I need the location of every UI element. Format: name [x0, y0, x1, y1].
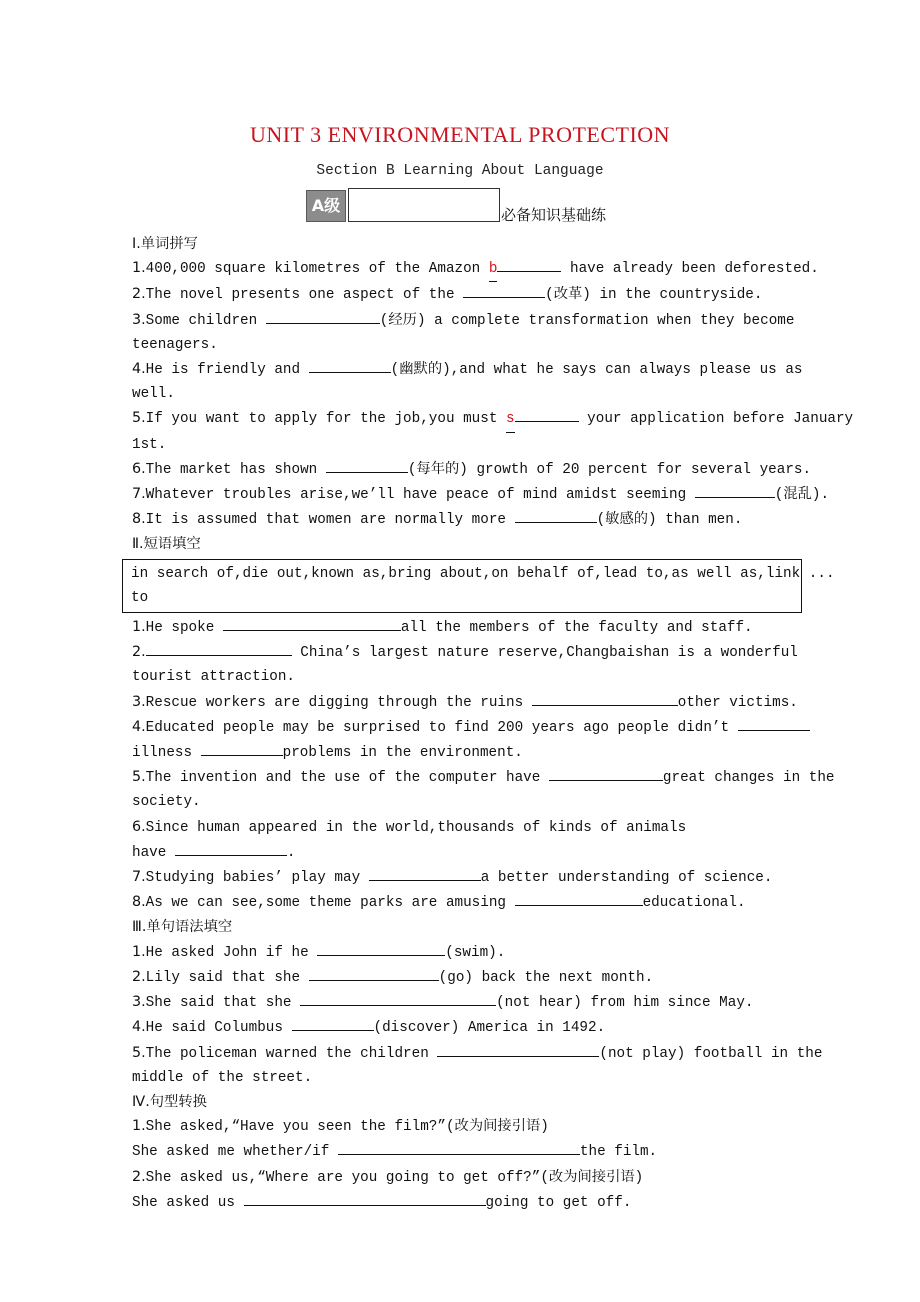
item-text: Since human appeared in the world,thousands of kinds of animals [145, 819, 687, 836]
part2-item-7 [132, 865, 792, 890]
answer-blank[interactable] [146, 640, 292, 656]
part3-heading: Ⅲ.单句语法填空 [132, 919, 233, 936]
part1-item-5-cont: 1st. [132, 436, 167, 453]
answer-blank[interactable] [266, 308, 380, 324]
item-number: 7. [132, 486, 146, 503]
item-number: 2. [132, 644, 146, 661]
item-text: The market has shown [145, 461, 326, 478]
answer-blank[interactable] [437, 1041, 599, 1057]
item-text: (discover) America in 1492. [373, 1020, 606, 1037]
item-text: China’s largest nature reserve,Changbaishan is a wonderful [291, 645, 798, 662]
item-number: 2. [132, 968, 146, 985]
answer-blank[interactable] [309, 965, 439, 981]
section-subtitle: Section B Learning About Language [316, 163, 604, 179]
part2-item-3 [132, 690, 798, 715]
item-number: 3. [132, 693, 146, 710]
item-text: . [286, 844, 296, 861]
item-text: She said that she [145, 995, 301, 1012]
item-text: your application before January [578, 411, 854, 428]
item-number: 1. [132, 619, 146, 636]
level-badge: A级 [306, 190, 346, 222]
item-text: Whatever troubles arise,we’ll have peace of mind amidst seeming [145, 487, 695, 504]
item-text: all the members of the faculty and staff. [400, 620, 753, 637]
part2-item-4-cont [132, 740, 792, 765]
answer-blank[interactable] [515, 507, 597, 523]
item-number: 6. [132, 460, 146, 477]
part2-item-4 [132, 715, 792, 740]
item-text: He is friendly and [145, 362, 309, 379]
item-text: Studying babies’ play may [145, 870, 369, 887]
item-number: 5. [132, 1044, 146, 1061]
item-text: have already been deforested. [561, 261, 819, 278]
item-text: problems in the environment. [282, 745, 523, 762]
item-number: 8. [132, 511, 146, 528]
item-number: 6. [132, 818, 146, 835]
part1-item-5 [132, 406, 854, 432]
phrase-bank-box [122, 559, 835, 613]
part3-item-5-cont: middle of the street. [132, 1069, 313, 1086]
item-text: He asked John if he [145, 944, 318, 961]
item-text: The novel presents one aspect of the [145, 287, 464, 304]
part2-item-5 [132, 765, 835, 790]
item-text: great changes in the [662, 770, 835, 787]
answer-blank[interactable] [244, 1190, 486, 1206]
answer-blank[interactable] [223, 615, 401, 631]
answer-blank[interactable] [317, 940, 445, 956]
item-text: The invention and the use of the computer have [145, 770, 549, 787]
item-number: 7. [132, 869, 146, 886]
part2-item-1 [132, 615, 792, 640]
item-text: illness [132, 745, 201, 762]
item-number: 2. [132, 286, 146, 303]
part3-item-3 [132, 990, 792, 1015]
item-number: 4. [132, 1019, 146, 1036]
part1-item-4-cont: well. [132, 386, 175, 403]
part3-item-5 [132, 1041, 823, 1066]
item-text: It is assumed that women are normally more [145, 512, 515, 529]
item-text: going to get off. [485, 1194, 632, 1211]
item-text: Some children [145, 312, 266, 329]
item-text: The policeman warned the children [145, 1045, 438, 1062]
item-text: have [132, 844, 175, 861]
part1-item-1 [132, 256, 819, 282]
part1-item-3-cont: teenagers. [132, 336, 218, 353]
item-text: other victims. [677, 694, 798, 711]
page-title: UNIT 3 ENVIRONMENTAL PROTECTION [249, 122, 671, 147]
item-text: She asked us,“Where are you going to get off?”(改为间接引语) [145, 1169, 644, 1186]
item-text: She asked me whether/if [132, 1144, 338, 1161]
answer-blank[interactable] [497, 256, 561, 272]
item-text: (敏感的) than men. [596, 512, 743, 529]
part2-heading: Ⅱ.短语填空 [132, 536, 201, 553]
answer-blank[interactable] [338, 1139, 580, 1155]
part3-item-1 [132, 940, 792, 965]
answer-blank[interactable] [515, 890, 643, 906]
item-text: (not hear) from him since May. [496, 995, 754, 1012]
answer-blank[interactable] [532, 690, 678, 706]
item-number: 8. [132, 894, 146, 911]
part1-item-6 [132, 457, 812, 482]
part2-item-8 [132, 890, 792, 915]
item-text: He spoke [145, 620, 223, 637]
item-text: (幽默的),and what he says can always please us as [390, 362, 803, 379]
item-text: Rescue workers are digging through the ruins [145, 694, 532, 711]
part1-item-2 [132, 282, 792, 307]
answer-blank[interactable] [309, 357, 391, 373]
part2-item-2 [132, 640, 798, 665]
part1-heading: Ⅰ.单词拼写 [132, 236, 198, 252]
level-banner-box [348, 188, 500, 222]
item-number: 1. [132, 260, 146, 277]
item-text: (swim). [445, 944, 506, 961]
item-number: 1. [132, 1118, 146, 1135]
item-number: 5. [132, 410, 146, 427]
answer-blank[interactable] [515, 406, 579, 422]
item-number: 1. [132, 943, 146, 960]
item-text: She asked,“Have you seen the film?”(改为间接引语) [145, 1119, 549, 1136]
item-text: a better understanding of science. [480, 870, 773, 887]
item-text: (每年的) growth of 20 percent for several years. [407, 461, 812, 478]
item-number: 4. [132, 718, 146, 735]
item-text: She asked us [132, 1194, 244, 1211]
item-text: If you want to apply for the job,you must [145, 411, 506, 428]
answer-blank[interactable] [738, 715, 810, 731]
part2-item-2-cont: tourist attraction. [132, 669, 296, 686]
item-text: (混乱). [774, 487, 830, 504]
item-text: Lily said that she [145, 969, 309, 986]
item-number: 3. [132, 311, 146, 328]
item-number: 3. [132, 994, 146, 1011]
item-text: (改革) in the countryside. [545, 287, 763, 304]
part2-item-6 [132, 815, 792, 840]
part2-item-6-cont [132, 840, 792, 865]
item-text: He said Columbus [145, 1020, 292, 1037]
item-text: (经历) a complete transformation when they become [379, 312, 795, 329]
answer-blank[interactable] [695, 482, 775, 498]
answer-blank[interactable] [175, 840, 287, 856]
part4-heading: Ⅳ.句型转换 [132, 1093, 207, 1110]
part1-item-4 [132, 357, 803, 382]
item-text: educational. [642, 895, 746, 912]
part3-item-2 [132, 965, 792, 990]
part4-item-2 [132, 1165, 792, 1190]
item-text: the film. [579, 1144, 658, 1161]
item-text: (not play) football in the [599, 1045, 823, 1062]
item-number: 4. [132, 361, 146, 378]
part1-item-8 [132, 507, 792, 532]
exercise-content [131, 232, 854, 1215]
part2-item-5-cont: society. [132, 794, 201, 811]
answer-blank[interactable] [201, 740, 283, 756]
item-text: (go) back the next month. [438, 969, 654, 986]
item-number: 2. [132, 1168, 146, 1185]
item-text: Educated people may be surprised to find 200 years ago people didn’t [145, 719, 738, 736]
hint-letter: b [489, 257, 498, 282]
answer-blank[interactable] [292, 1015, 374, 1031]
answer-blank[interactable] [369, 865, 481, 881]
part3-item-4 [132, 1015, 792, 1040]
item-text: As we can see,some theme parks are amusing [145, 895, 515, 912]
part4-item-1-cont [132, 1139, 792, 1164]
answer-blank[interactable] [463, 282, 545, 298]
part1-item-3 [132, 308, 795, 333]
item-number: 5. [132, 769, 146, 786]
answer-blank[interactable] [300, 990, 496, 1006]
part1-item-7 [132, 482, 830, 507]
hint-letter: s [506, 407, 515, 432]
part4-item-1 [132, 1114, 792, 1139]
part4-item-2-cont [132, 1190, 792, 1215]
answer-blank[interactable] [326, 457, 408, 473]
phrase-bank-line: to [131, 589, 149, 606]
phrase-bank-line: in search of,die out,known as,bring about,on behalf of,lead to,as well as,link ... [131, 565, 835, 582]
level-banner-label: 必备知识基础练 [501, 206, 607, 224]
item-text: 400,000 square kilometres of the Amazon [145, 261, 489, 278]
answer-blank[interactable] [549, 765, 663, 781]
